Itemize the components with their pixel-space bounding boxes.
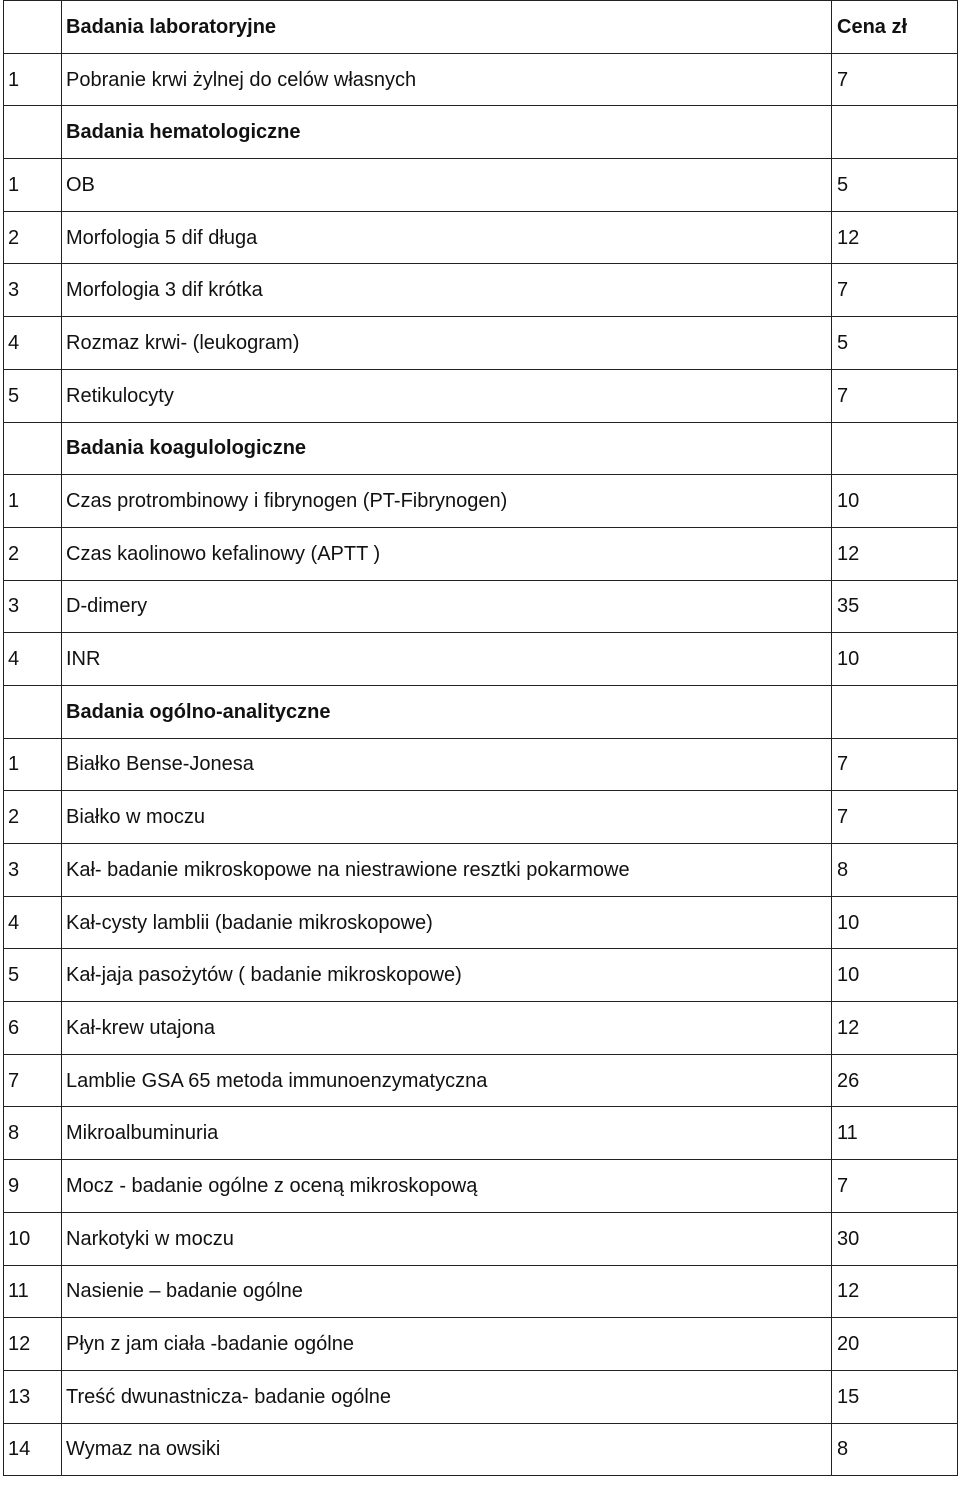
row-number: 2 <box>4 211 62 264</box>
row-number: 4 <box>4 896 62 949</box>
test-name: Narkotyki w moczu <box>62 1212 832 1265</box>
test-price: 10 <box>832 475 958 528</box>
test-price: 7 <box>832 738 958 791</box>
table-row <box>4 211 958 264</box>
test-price: 10 <box>832 633 958 686</box>
test-price: 10 <box>832 949 958 1002</box>
table-row <box>4 159 958 212</box>
test-name: D-dimery <box>62 580 832 633</box>
test-price: 12 <box>832 1265 958 1318</box>
row-number: 13 <box>4 1370 62 1423</box>
row-number: 1 <box>4 159 62 212</box>
row-number: 10 <box>4 1212 62 1265</box>
test-price: 7 <box>832 791 958 844</box>
section-header-row <box>4 685 958 738</box>
section-header-row <box>4 422 958 475</box>
row-number: 1 <box>4 53 62 106</box>
test-price: 8 <box>832 1423 958 1476</box>
table-row <box>4 633 958 686</box>
table-row <box>4 738 958 791</box>
test-price: 5 <box>832 317 958 370</box>
row-number: 6 <box>4 1002 62 1055</box>
test-name: Czas protrombinowy i fibrynogen (PT-Fibrynogen) <box>62 475 832 528</box>
test-name: Płyn z jam ciała -badanie ogólne <box>62 1318 832 1371</box>
row-number: 5 <box>4 949 62 1002</box>
row-number: 12 <box>4 1318 62 1371</box>
table-row <box>4 1212 958 1265</box>
test-price: 35 <box>832 580 958 633</box>
header-price-label: Cena zł <box>832 1 958 54</box>
test-price: 5 <box>832 159 958 212</box>
test-name: Kał-cysty lamblii (badanie mikroskopowe) <box>62 896 832 949</box>
header-title: Badania laboratoryjne <box>62 1 832 54</box>
test-price: 7 <box>832 1160 958 1213</box>
test-name: Treść dwunastnicza- badanie ogólne <box>62 1370 832 1423</box>
row-number <box>4 685 62 738</box>
row-number: 5 <box>4 369 62 422</box>
header-num-cell <box>4 1 62 54</box>
test-price: 12 <box>832 1002 958 1055</box>
row-number: 3 <box>4 844 62 897</box>
table-row <box>4 317 958 370</box>
test-name: OB <box>62 159 832 212</box>
test-price: 7 <box>832 369 958 422</box>
test-name: Czas kaolinowo kefalinowy (APTT ) <box>62 527 832 580</box>
row-number: 4 <box>4 317 62 370</box>
table-row <box>4 369 958 422</box>
table-row <box>4 1423 958 1476</box>
section-title: Badania koagulologiczne <box>62 422 832 475</box>
table-row <box>4 1054 958 1107</box>
row-number: 8 <box>4 1107 62 1160</box>
table-row <box>4 1318 958 1371</box>
test-price <box>832 106 958 159</box>
table-row <box>4 1002 958 1055</box>
row-number: 4 <box>4 633 62 686</box>
test-name: Kał-jaja pasożytów ( badanie mikroskopowe) <box>62 949 832 1002</box>
price-table-body <box>4 1 958 1476</box>
table-row <box>4 475 958 528</box>
test-name: Morfologia 3 dif krótka <box>62 264 832 317</box>
test-price <box>832 685 958 738</box>
test-price: 15 <box>832 1370 958 1423</box>
table-row <box>4 844 958 897</box>
row-number: 2 <box>4 527 62 580</box>
row-number: 3 <box>4 264 62 317</box>
test-name: Rozmaz krwi- (leukogram) <box>62 317 832 370</box>
row-number: 2 <box>4 791 62 844</box>
table-row <box>4 1107 958 1160</box>
test-name: Kał-krew utajona <box>62 1002 832 1055</box>
test-price <box>832 422 958 475</box>
test-name: Pobranie krwi żylnej do celów własnych <box>62 53 832 106</box>
test-price: 30 <box>832 1212 958 1265</box>
test-price: 20 <box>832 1318 958 1371</box>
row-number: 11 <box>4 1265 62 1318</box>
section-title: Badania hematologiczne <box>62 106 832 159</box>
row-number: 7 <box>4 1054 62 1107</box>
test-name: Lamblie GSA 65 metoda immunoenzymatyczna <box>62 1054 832 1107</box>
table-row <box>4 1370 958 1423</box>
section-header-row <box>4 106 958 159</box>
test-price: 8 <box>832 844 958 897</box>
table-row <box>4 580 958 633</box>
table-row <box>4 264 958 317</box>
test-name: Kał- badanie mikroskopowe na niestrawione resztki pokarmowe <box>62 844 832 897</box>
test-name: Wymaz na owsiki <box>62 1423 832 1476</box>
row-number: 1 <box>4 475 62 528</box>
test-price: 7 <box>832 264 958 317</box>
row-number: 14 <box>4 1423 62 1476</box>
test-name: Białko w moczu <box>62 791 832 844</box>
table-row <box>4 53 958 106</box>
test-price: 12 <box>832 211 958 264</box>
table-header-row <box>4 1 958 54</box>
test-price: 26 <box>832 1054 958 1107</box>
test-name: Morfologia 5 dif długa <box>62 211 832 264</box>
test-price: 7 <box>832 53 958 106</box>
price-table <box>3 0 958 1476</box>
test-name: Mikroalbuminuria <box>62 1107 832 1160</box>
test-name: Białko Bense-Jonesa <box>62 738 832 791</box>
test-name: Nasienie – badanie ogólne <box>62 1265 832 1318</box>
test-price: 11 <box>832 1107 958 1160</box>
row-number <box>4 422 62 475</box>
test-name: Mocz - badanie ogólne z oceną mikroskopową <box>62 1160 832 1213</box>
row-number: 3 <box>4 580 62 633</box>
table-row <box>4 896 958 949</box>
test-price: 10 <box>832 896 958 949</box>
table-row <box>4 1160 958 1213</box>
table-row <box>4 1265 958 1318</box>
test-name: Retikulocyty <box>62 369 832 422</box>
row-number: 9 <box>4 1160 62 1213</box>
table-row <box>4 527 958 580</box>
row-number: 1 <box>4 738 62 791</box>
section-title: Badania ogólno-analityczne <box>62 685 832 738</box>
table-row <box>4 949 958 1002</box>
table-row <box>4 791 958 844</box>
test-price: 12 <box>832 527 958 580</box>
test-name: INR <box>62 633 832 686</box>
row-number <box>4 106 62 159</box>
